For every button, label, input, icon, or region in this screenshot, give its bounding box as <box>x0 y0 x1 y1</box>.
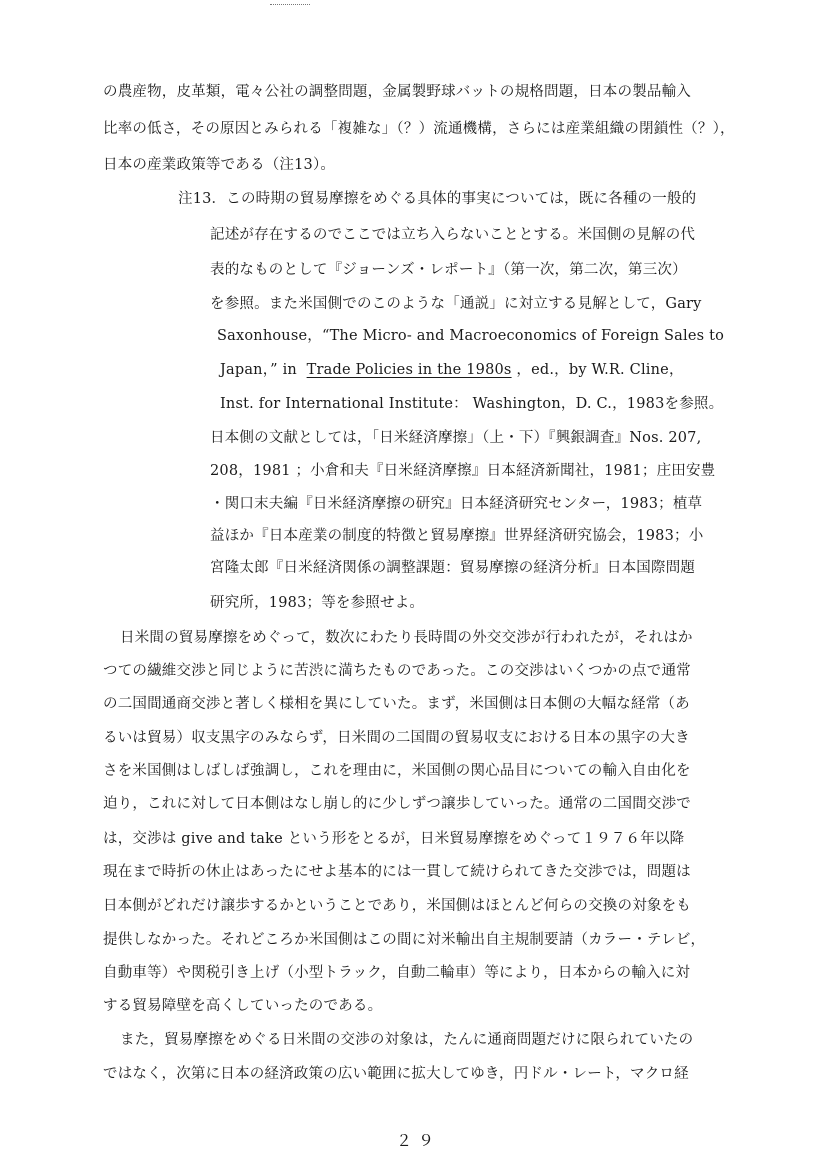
footnote-line: Saxonhouse，“The Micro- and Macroeconomics of Foreign Sales to <box>217 328 725 344</box>
footnote-ref-line: 日本側の文献としては，「日米経済摩擦」（上・下）『興銀調査』Nos. 207, <box>210 430 702 446</box>
footnote-institute-line: Inst. for International Institute： Washington，D. C.，1983を参照。 <box>220 396 724 412</box>
body-line: 自動車等）や関税引き上げ（小型トラック，自動二輪車）等により，日本からの輸入に対 <box>103 965 691 981</box>
footnote-citation-prefix: Japan，” in <box>220 362 297 378</box>
body-line: は，交渉は give and take という形をとるが，日米貿易摩擦をめぐって１９７６年以降 <box>103 831 685 847</box>
footnote-ref-line: 益ほか『日本産業の制度的特徴と貿易摩擦』世界経済研究協会，1983；小 <box>210 528 704 544</box>
footnote-citation-suffix: ，ed.，by W.R. Cline， <box>516 362 684 378</box>
intro-line-2: 比率の低さ，その原因とみられる「複雑な」（？）流通機構，さらには産業組織の閉鎖性（？）， <box>103 121 735 137</box>
body-line: ではなく，次第に日本の経済政策の広い範囲に拡大してゆき，円ドル・レート，マクロ経 <box>103 1066 689 1082</box>
scan-mark <box>270 4 310 5</box>
body-line: の二国間通商交渉と著しく様相を異にしていた。まず，米国側は日本側の大幅な経常（あ <box>103 696 690 712</box>
body-line: また，貿易摩擦をめぐる日米間の交渉の対象は，たんに通商問題だけに限られていたの <box>120 1032 694 1048</box>
body-line: るいは貿易）収支黒字のみならず，日米間の二国間の貿易収支における日本の黒字の大き <box>103 730 690 746</box>
page-number: ２９ <box>396 1131 441 1150</box>
body-line: する貿易障壁を高くしていったのである。 <box>103 998 383 1014</box>
body-line: 日本側がどれだけ譲歩するかということであり，米国側はほとんど何らの交換の対象をも <box>103 898 691 914</box>
book-title: Trade Policies in the 1980s <box>306 362 512 378</box>
footnote-ref-line: 研究所，1983；等を参照せよ。 <box>210 595 425 611</box>
footnote-ref-line: 208，1981 ；小倉和夫『日米経済摩擦』日本経済新聞社，1981；庄田安豊 <box>210 463 716 479</box>
body-line: さを米国側はしばしば強調し，これを理由に，米国側の関心品目についての輸入自由化を <box>103 763 691 779</box>
footnote-line: を参照。また米国側でのこのような「通説」に対立する見解として，Gary <box>210 296 702 312</box>
body-line: 現在まで時折の休止はあったにせよ基本的には一貫して続けられてきた交渉では，問題は <box>103 864 691 880</box>
body-line: 日米間の貿易摩擦をめぐって，数次にわたり長時間の外交交渉が行われたが，それはか <box>120 630 693 646</box>
body-line: つての繊維交渉と同じように苦渋に満ちたものであった。この交渉はいくつかの点で通常 <box>103 663 691 679</box>
footnote-label-line: 注13．この時期の貿易摩擦をめぐる具体的事実については，既に各種の一般的 <box>178 191 697 207</box>
body-line: 迫り，これに対して日本側はなし崩し的に少しずつ譲歩していった。通常の二国間交渉で <box>103 796 691 812</box>
footnote-line: 記述が存在するのでここでは立ち入らないこととする。米国側の見解の代 <box>210 227 696 243</box>
intro-line-1: の農産物，皮革類，電々公社の調整問題，金属製野球バットの規格問題，日本の製品輸入 <box>103 84 691 100</box>
body-line: 提供しなかった。それどころか米国側はこの間に対米輸出自主規制要請（カラー・テレビ， <box>103 932 706 948</box>
intro-line-3: 日本の産業政策等である（注13）。 <box>103 157 336 173</box>
footnote-citation-line <box>220 360 684 380</box>
footnote-ref-line: ・関口末夫編『日米経済摩擦の研究』日本経済研究センター，1983；植草 <box>210 496 703 512</box>
footnote-ref-line: 宮隆太郎『日米経済関係の調整課題：貿易摩擦の経済分析』日本国際問題 <box>210 560 696 576</box>
footnote-line: 表的なものとして『ジョーンズ・レポート』（第一次，第二次，第三次） <box>210 262 687 278</box>
